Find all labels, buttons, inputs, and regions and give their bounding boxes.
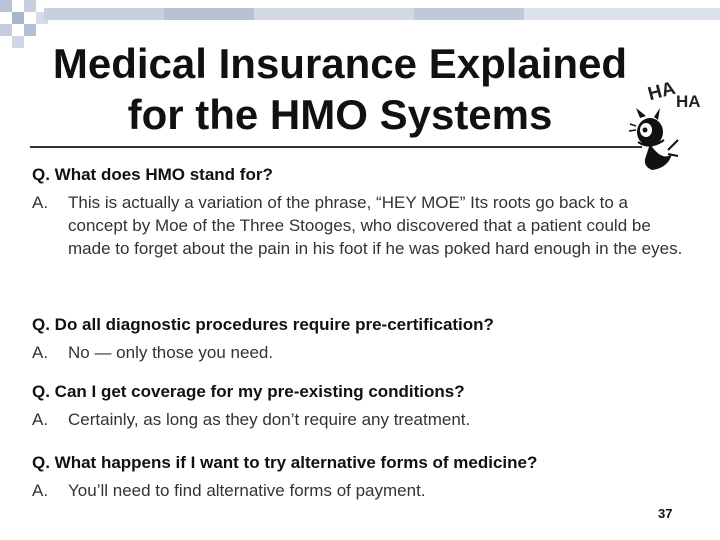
question-text: Q. What happens if I want to try alternative forms of medicine? — [32, 453, 538, 472]
qa-item-3 — [32, 380, 692, 431]
answer — [32, 479, 692, 502]
answer-text: No — only those you need. — [68, 343, 274, 362]
question-text: Q. Can I get coverage for my pre-existing conditions? — [32, 382, 465, 401]
answer-text: Certainly, as long as they don’t require any treatment. — [68, 410, 471, 429]
question-text: Q. What does HMO stand for? — [32, 165, 273, 184]
top-decorative-bar — [44, 8, 720, 20]
slide-title — [40, 38, 640, 140]
title-underline — [30, 146, 642, 148]
qa-item-1 — [32, 163, 692, 260]
answer — [32, 191, 692, 260]
answer — [32, 341, 692, 364]
page-number: 37 — [658, 506, 673, 521]
answer-marker: A. — [32, 481, 49, 500]
answer-marker: A. — [32, 343, 49, 362]
title-line-2: for the HMO Systems — [127, 91, 553, 139]
answer-text: You’ll need to find alternative forms of payment. — [68, 481, 426, 500]
answer-marker: A. — [32, 410, 49, 429]
answer — [32, 408, 692, 431]
answer-marker: A. — [32, 193, 49, 212]
title-line-1: Medical Insurance Explained — [52, 40, 628, 87]
ha-text-2: HA — [676, 92, 701, 111]
qa-item-4 — [32, 451, 692, 502]
question-text: Q. Do all diagnostic procedures require pre-certification? — [32, 315, 494, 334]
ha-text-1: HA — [645, 77, 678, 106]
answer-text: This is actually a variation of the phrase, “HEY MOE” Its roots go back to a concept by Moe of the Three Stooges, who discovered that a patient could be made to forget about the pain in his foot if he was poked hard enough in the eyes. — [68, 193, 683, 258]
qa-item-2 — [32, 313, 692, 364]
